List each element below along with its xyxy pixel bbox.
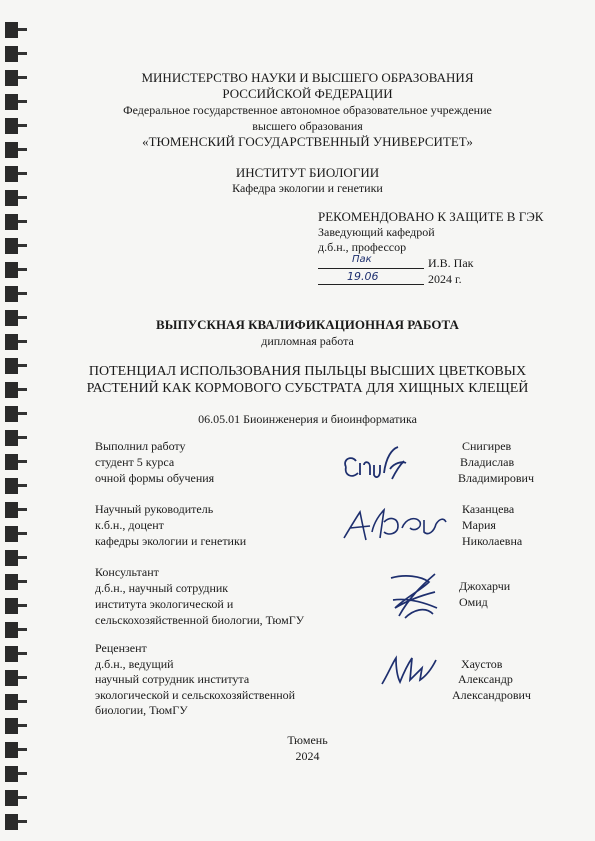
footer-city: Тюмень [287,733,328,747]
reviewer-signature [378,650,440,690]
approval-year: 2024 г. [428,272,462,286]
consultant-surname: Джохарчи [459,579,511,593]
head-name: И.В. Пак [428,256,474,270]
reviewer-role-4: экологической и сельскохозяйственной [95,688,296,702]
author-role-2: студент 5 курса [95,455,175,469]
head-signature: Пак [352,254,372,265]
consultant-signature [385,568,445,624]
approval-role: Заведующий кафедрой [318,225,435,239]
consultant-name: Омид [459,595,488,609]
reviewer-role-2: д.б.н., ведущий [95,657,174,671]
author-role-3: очной формы обучения [95,471,215,485]
institute-name: ИНСТИТУТ БИОЛОГИИ [235,165,380,180]
work-subtype: дипломная работа [261,334,354,348]
reviewer-name: Александр [458,672,513,686]
university-name: «ТЮМЕНСКИЙ ГОСУДАРСТВЕННЫЙ УНИВЕРСИТЕТ» [142,134,473,149]
approval-degree: д.б.н., профессор [318,240,407,254]
reviewer-role-5: биологии, ТюмГУ [95,703,188,717]
supervisor-patronymic: Николаевна [462,534,523,548]
thesis-title-line-1: ПОТЕНЦИАЛ ИСПОЛЬЗОВАНИЯ ПЫЛЬЦЫ ВЫСШИХ ЦВЕТКОВЫХ [88,364,527,379]
supervisor-role-2: к.б.н., доцент [95,518,164,532]
consultant-role-4: сельскохозяйственной биологии, ТюмГУ [95,613,305,627]
specialty: 06.05.01 Биоинженерия и биоинформатика [198,412,417,426]
approval-title: РЕКОМЕНДОВАНО К ЗАЩИТЕ В ГЭК [318,209,544,224]
author-name: Владислав [460,455,515,469]
department-name: Кафедра экологии и генетики [232,181,383,195]
reviewer-patronymic: Александрович [452,688,531,702]
approval-date: 19.06 [347,270,379,283]
institution-line-2: высшего образования [252,119,363,133]
footer-year: 2024 [295,749,320,763]
author-signature [340,443,410,489]
reviewer-surname: Хаустов [461,657,503,671]
institution-line-1: Федеральное государственное автономное образовательное учреждение [123,103,492,117]
consultant-role-3: института экологической и [95,597,234,611]
ministry-line-2: РОССИЙСКОЙ ФЕДЕРАЦИИ [222,86,393,101]
work-type: ВЫПУСКНАЯ КВАЛИФИКАЦИОННАЯ РАБОТА [156,317,459,332]
consultant-role-1: Консультант [95,565,159,579]
author-role-1: Выполнил работу [95,439,186,453]
supervisor-name: Мария [462,518,496,532]
ministry-line-1: МИНИСТЕРСТВО НАУКИ И ВЫСШЕГО ОБРАЗОВАНИЯ [141,70,474,85]
signature-line [318,268,424,269]
supervisor-surname: Казанцева [462,502,515,516]
reviewer-role-1: Рецензент [95,641,147,655]
author-surname: Снигирев [462,439,512,453]
author-patronymic: Владимирович [458,471,534,485]
supervisor-signature [340,498,450,548]
supervisor-role-1: Научный руководитель [95,502,214,516]
reviewer-role-3: научный сотрудник института [95,672,250,686]
consultant-role-2: д.б.н., научный сотрудник [95,581,229,595]
date-line [318,284,424,285]
thesis-title-line-2: РАСТЕНИЙ КАК КОРМОВОГО СУБСТРАТА ДЛЯ ХИЩНЫХ КЛЕЩЕЙ [86,381,529,396]
supervisor-role-3: кафедры экологии и генетики [95,534,247,548]
